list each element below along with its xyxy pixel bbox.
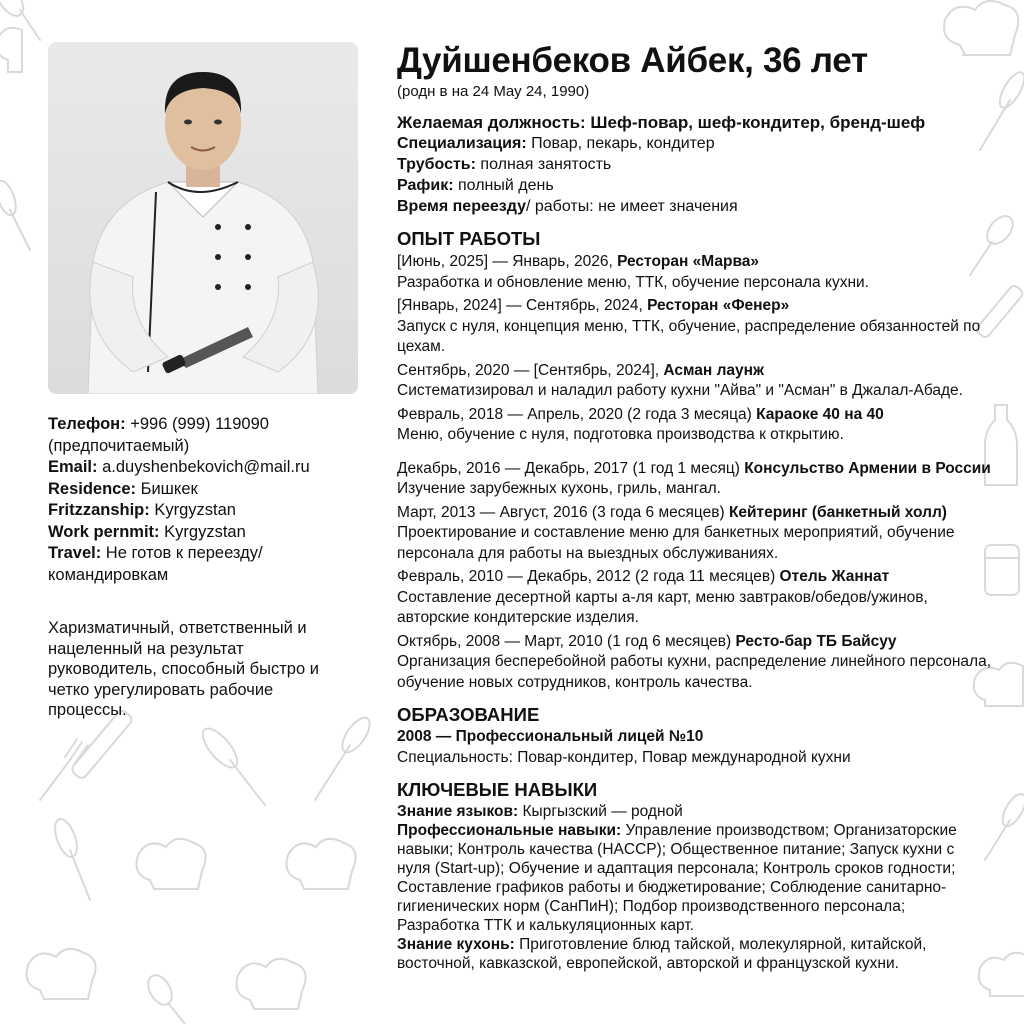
spoon-icon [143, 971, 185, 1024]
desired-position-row [397, 112, 997, 133]
pro-skills-label: Профессиональные навыки: [397, 822, 622, 839]
job-company: Ресторан «Марва» [617, 253, 760, 270]
employment-value: полная занятость [480, 156, 612, 173]
schedule-value: полный день [457, 177, 554, 194]
languages-label: Знание языков: [397, 803, 519, 820]
job-description: Проектирование и составление меню для банкетных мероприятий, обучение персонала для работы на выездных обслуживаниях. [397, 524, 955, 562]
cuisines-label: Знание кухонь: [397, 936, 515, 953]
desired-position-value: Шеф-повар, шеф-кондитер, бренд-шеф [590, 113, 926, 132]
cuisines-value: Приготовление блюд тайской, молекулярной, китайской, восточной, кавказской, европейской, авторской и французской кухни. [397, 936, 927, 972]
job-item [397, 361, 997, 402]
candidate-name: Дуйшенбеков Айбек, 36 лет [397, 41, 868, 80]
chef-hat-icon [0, 28, 22, 72]
job-company: Ресторан «Фенер» [647, 297, 790, 314]
whisk-icon [51, 816, 90, 900]
employment-row [397, 154, 997, 175]
job-dates: Март, 2013 — Август, 2016 (3 года 6 месяцев) [397, 503, 729, 521]
whisk-icon [315, 713, 375, 800]
email-row [48, 457, 358, 479]
job-dates: Октябрь, 2008 — Март, 2010 (1 год 6 месяцев) [397, 632, 736, 650]
main-column [397, 40, 997, 973]
pro-skills-row [397, 821, 987, 935]
job-item [397, 252, 997, 293]
job-item [397, 459, 997, 500]
education-heading: ОБРАЗОВАНИЕ [397, 704, 540, 725]
travel-value-continued: командировкам [48, 565, 169, 584]
job-company: Кейтеринг (банкетный холл) [728, 503, 947, 521]
education-specialty: Специальность: Повар-кондитер, Повар международной кухни [397, 748, 851, 766]
job-description: Систематизировал и наладил работу кухни "Айва" и "Асман" в Джалал-Абаде. [397, 382, 963, 399]
job-company: Отель Жаннат [779, 568, 890, 585]
specialization-value: Повар, пекарь, кондитер [531, 135, 715, 152]
profile-photo [48, 42, 358, 394]
specialization-row [397, 133, 997, 154]
job-dates: [Июнь, 2025] — Январь, 2026, [397, 253, 618, 270]
pro-skills-value: Управление производством; Организаторские навыки; Контроль качества (HACCP); Общественное питание; Запуск кухни с нуля (Start-up); Обучение и адаптация персонала; Контроль сроков годности; Составление графиков работы и бюджетирование; Соблюдение санитарно-гигиенических норм (СанПиН); Подбор производственного персонала; Разработка ТТК и калькуляционных карт. [397, 822, 957, 934]
phone-value[interactable]: +996 (999) 119090 [130, 415, 269, 433]
languages-row [397, 802, 987, 821]
email-value[interactable]: a.duyshenbekovich@mail.ru [102, 458, 310, 476]
job-dates: Февраль, 2010 — Декабрь, 2012 (2 года 11 месяцев) [397, 568, 780, 585]
residence-row [48, 479, 358, 501]
phone-note: (предпочитаемый) [48, 436, 190, 455]
chef-hat-icon [27, 949, 96, 999]
travel-value: Не готов к переезду/ [105, 544, 263, 562]
whisk-icon [0, 0, 40, 40]
phone-label: Телефон: [48, 415, 126, 433]
job-company: Ресто-бар ТБ Байсуу [735, 632, 897, 650]
permit-row [48, 522, 358, 544]
job-item [397, 632, 997, 694]
position-info [397, 112, 997, 217]
employment-label: Трубость: [397, 156, 476, 173]
job-dates: [Январь, 2024] — Сентябрь, 2024, [397, 297, 648, 314]
job-company: Асман лаунж [663, 361, 765, 379]
whisk-icon [197, 723, 265, 805]
email-label: Email: [48, 458, 98, 476]
chef-hat-icon [287, 839, 356, 889]
experience-heading: ОПЫТ РАБОТЫ [397, 228, 541, 249]
date-of-birth: (родн в на 24 May 24, 1990) [397, 83, 590, 100]
job-description: Меню, обучение с нуля, подготовка производства к открытию. [397, 426, 844, 443]
relocation-row [397, 196, 997, 217]
schedule-label: Рафик: [397, 177, 454, 194]
relocation-value: / работы: не имеет значения [525, 198, 738, 215]
citizenship-value: Kyrgyzstan [154, 501, 236, 519]
job-dates: Сентябрь, 2020 — [Сентябрь, 2024], [397, 361, 664, 379]
permit-label: Work pernmit: [48, 522, 160, 541]
relocation-label: Время переезду [397, 198, 526, 215]
job-item [397, 405, 997, 446]
desired-position-label: Желаемая должность: [397, 113, 586, 132]
experience-list [397, 252, 997, 693]
job-description: Разработка и обновление меню, ТТК, обучение персонала кухни. [397, 273, 869, 291]
contacts-block [48, 414, 358, 586]
job-dates: Декабрь, 2016 — Декабрь, 2017 (1 год 1 месяц) [397, 459, 745, 477]
citizenship-label: Fritzzanship: [48, 501, 150, 519]
phone-row [48, 414, 358, 436]
chef-hat-icon [137, 839, 206, 889]
job-item [397, 503, 997, 565]
specialization-label: Специализация: [397, 135, 527, 152]
job-description: Изучение зарубежных кухонь, гриль, мангал. [397, 480, 721, 497]
chef-hat-icon [237, 959, 306, 1009]
cuisines-row [397, 935, 987, 973]
schedule-row [397, 175, 997, 196]
skills-heading: КЛЮЧЕВЫЕ НАВЫКИ [397, 779, 598, 800]
job-company: Консульство Армении в России [744, 459, 991, 477]
travel-label: Travel: [48, 544, 102, 562]
residence-label: Residence: [48, 479, 137, 498]
residence-value: Бишкек [140, 479, 198, 498]
job-description: Составление десертной карты а-ля карт, меню завтраков/обедов/ужинов, авторские кондитерские изделия. [397, 588, 928, 626]
job-dates: Февраль, 2018 — Апрель, 2020 (2 года 3 месяца) [397, 405, 757, 423]
travel-row [48, 543, 358, 565]
job-item [397, 567, 997, 629]
languages-value: Кыргызский — родной [522, 803, 683, 820]
whisk-icon [0, 178, 30, 250]
permit-value: Kyrgyzstan [164, 522, 246, 541]
education-title: 2008 — Профессиональный лицей №10 [397, 728, 704, 745]
citizenship-row [48, 500, 358, 522]
education-block [397, 727, 997, 768]
job-description: Организация бесперебойной работы кухни, распределение линейного персонала, обучение новых сотрудников, контроль качества. [397, 653, 992, 691]
job-description: Запуск с нуля, концепция меню, ТТК, обучение, распределение обязанностей по цехам. [397, 317, 981, 355]
summary-text: Харизматичный, ответственный и нацеленный на результат руководитель, способный быстро и четко урегулировать рабочие процессы. [48, 619, 319, 719]
fork-icon [40, 739, 88, 800]
job-item [397, 296, 997, 358]
job-company: Караоке 40 на 40 [756, 405, 884, 423]
skills-block [397, 802, 987, 973]
